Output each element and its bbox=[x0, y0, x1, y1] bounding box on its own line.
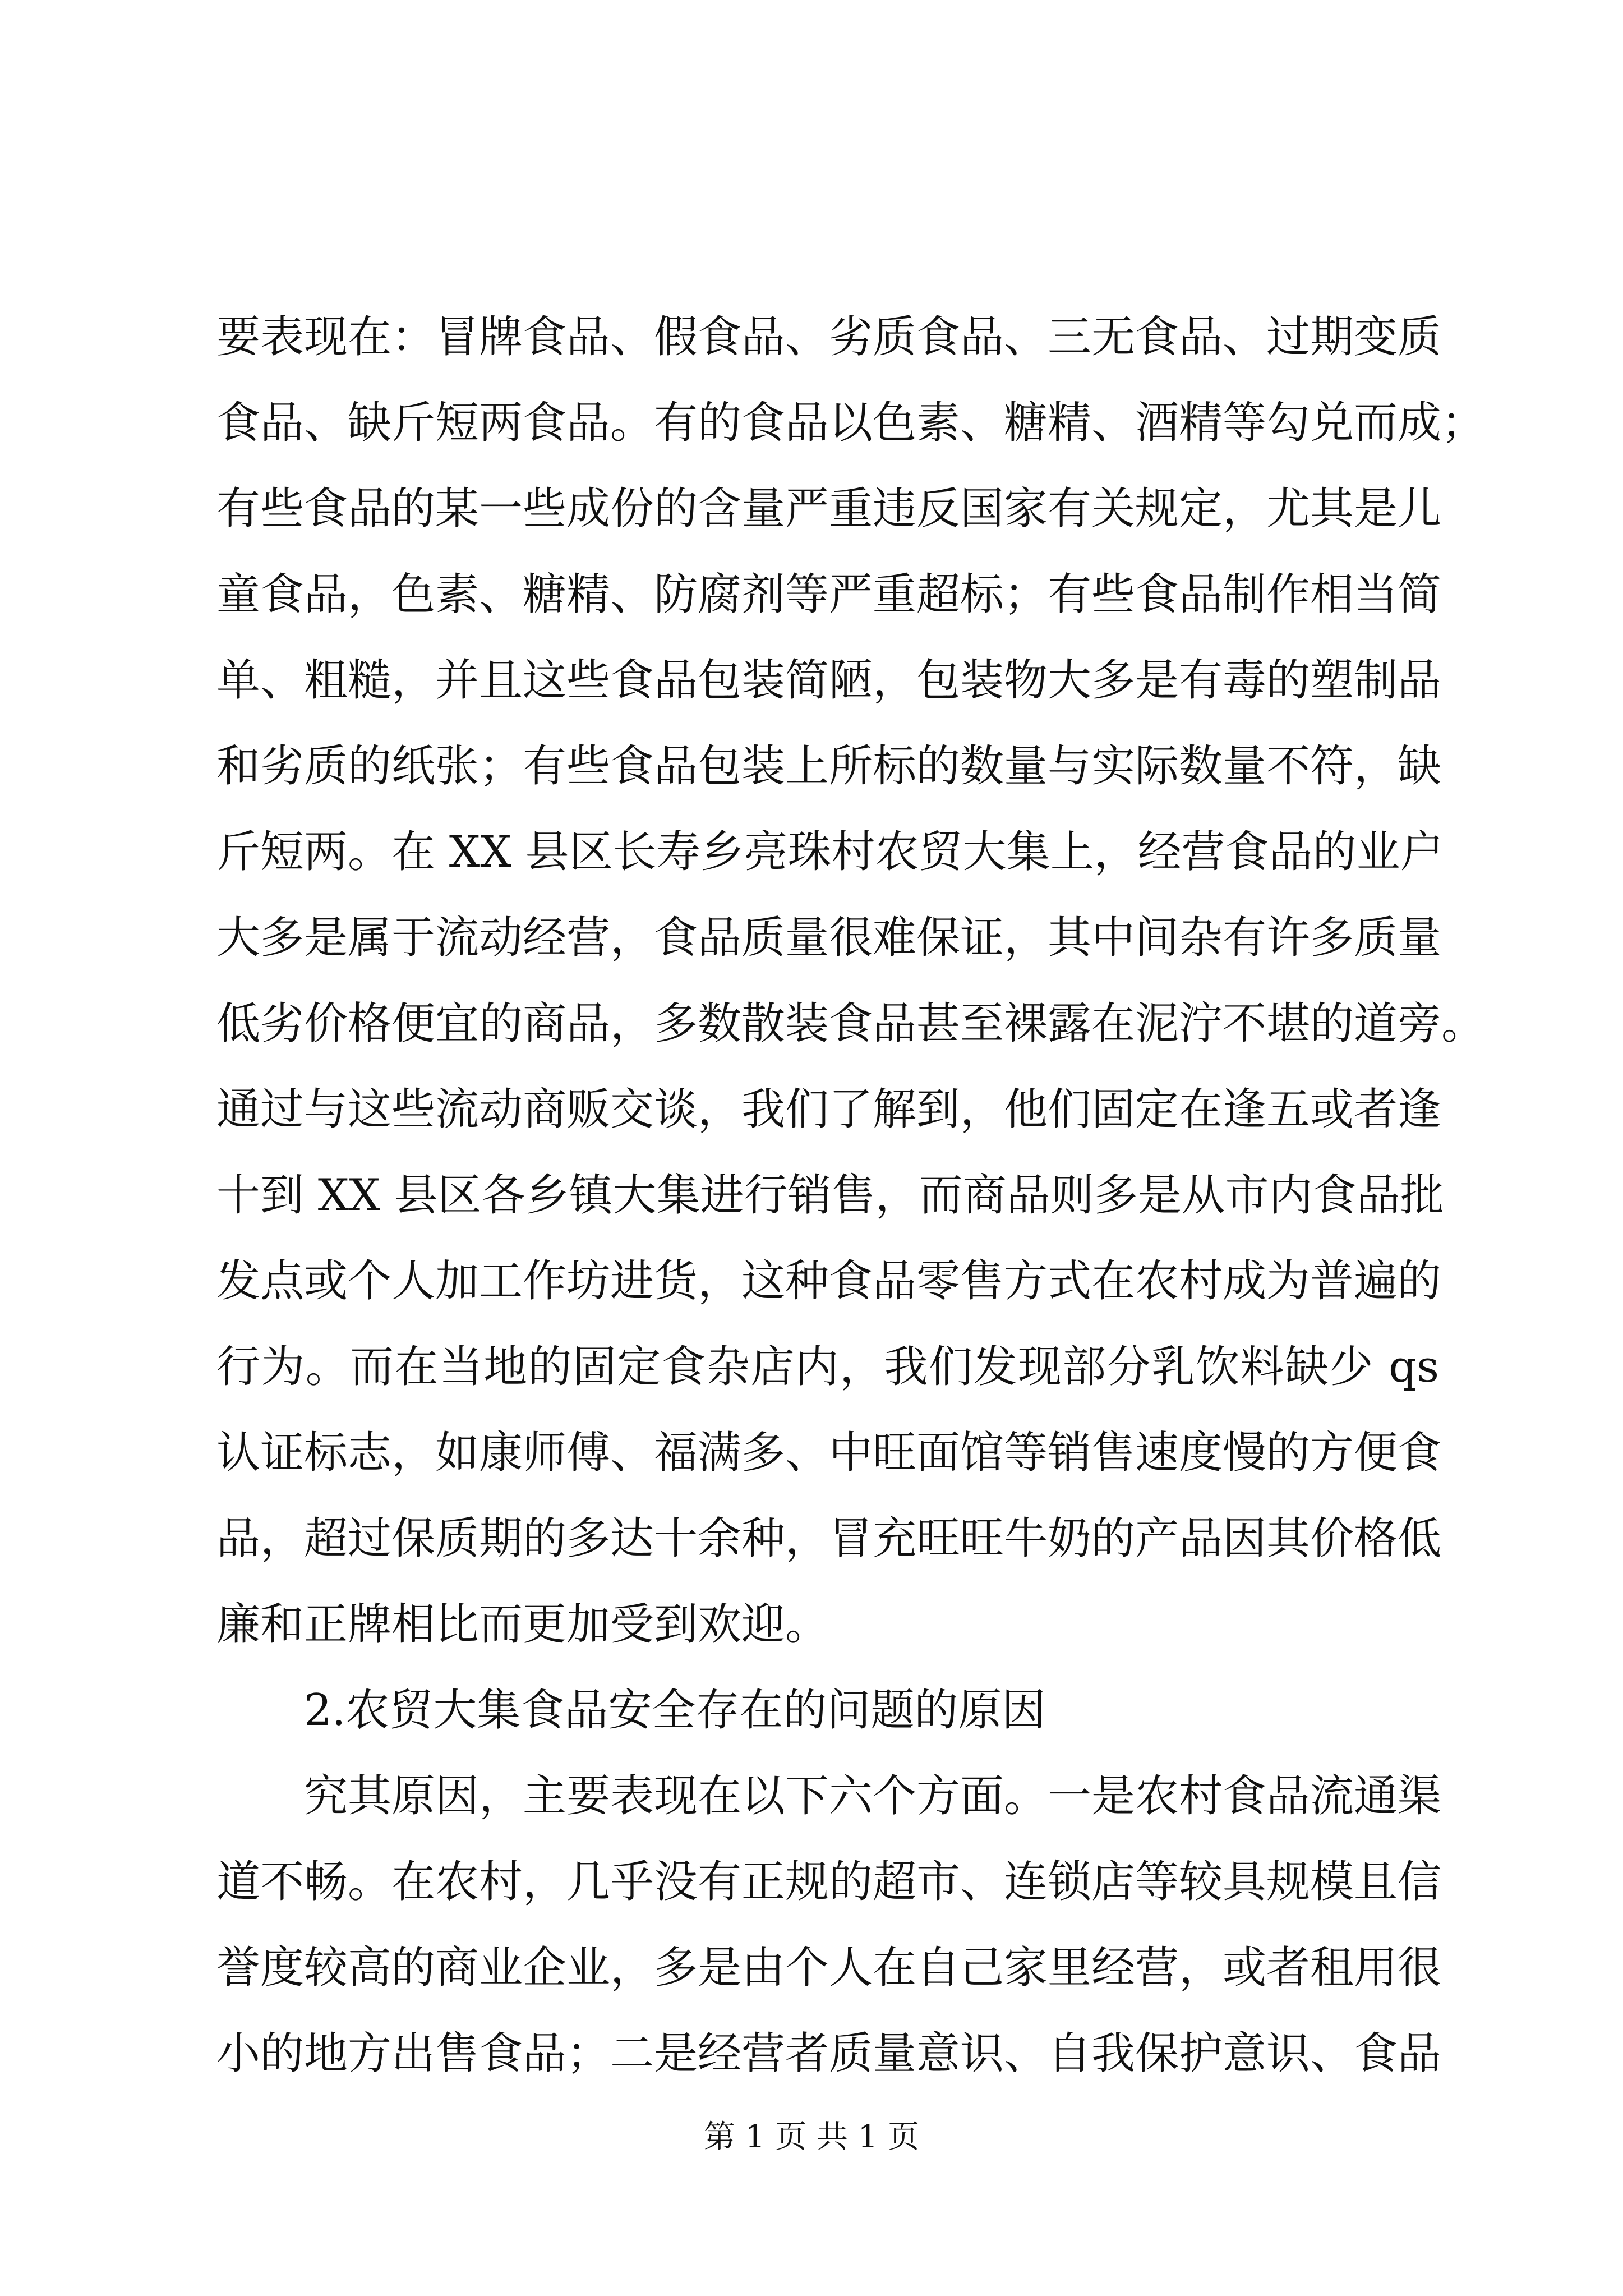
text-line: 认证标志，如康师傅、福满多、中旺面馆等销售速度慢的方便食 bbox=[216, 1428, 1442, 1478]
text-line: 单、粗糙，并且这些食品包装简陋，包装物大多是有毒的塑制品 bbox=[216, 655, 1442, 706]
text-line: 和劣质的纸张；有些食品包装上所标的数量与实际数量不符，缺 bbox=[216, 741, 1442, 792]
text-line: 品，超过保质期的多达十余种，冒充旺旺牛奶的产品因其价格低 bbox=[216, 1513, 1442, 1564]
text-line: 究其原因，主要表现在以下六个方面。一是农村食品流通渠 bbox=[304, 1771, 1442, 1821]
text-line: 低劣价格便宜的商品，多数散装食品甚至裸露在泥泞不堪的道旁。 bbox=[216, 999, 1486, 1049]
text-line: 发点或个人加工作坊进货，这种食品零售方式在农村成为普遍的 bbox=[216, 1256, 1442, 1306]
text-line: 小的地方出售食品；二是经营者质量意识、自我保护意识、食品 bbox=[216, 2028, 1442, 2079]
text-line: 通过与这些流动商贩交谈，我们了解到，他们固定在逢五或者逢 bbox=[216, 1084, 1442, 1135]
text-line: 行为。而在当地的固定食杂店内，我们发现部分乳饮料缺少 qs bbox=[216, 1342, 1439, 1392]
text-line: 誉度较高的商业企业，多是由个人在自己家里经营，或者租用很 bbox=[216, 1943, 1442, 1993]
text-line: 有些食品的某一些成份的含量严重违反国家有关规定，尤其是儿 bbox=[216, 484, 1442, 534]
body-text bbox=[216, 295, 1486, 2097]
text-line: 要表现在：冒牌食品、假食品、劣质食品、三无食品、过期变质 bbox=[216, 312, 1442, 362]
text-line: 道不畅。在农村，几乎没有正规的超市、连锁店等较具规模且信 bbox=[216, 1857, 1442, 1907]
text-line: 大多是属于流动经营，食品质量很难保证，其中间杂有许多质量 bbox=[216, 913, 1442, 963]
page-footer: 第 1 页 共 1 页 bbox=[703, 2119, 920, 2155]
text-line: 斤短两。在 XX 县区长寿乡亮珠村农贸大集上，经营食品的业户 bbox=[216, 827, 1444, 877]
text-line: 童食品，色素、糖精、防腐剂等严重超标；有些食品制作相当简 bbox=[216, 569, 1442, 620]
text-line: 廉和正牌相比而更加受到欢迎。 bbox=[216, 1599, 829, 1650]
section-heading: 2.农贸大集食品安全存在的问题的原因 bbox=[304, 1685, 1046, 1736]
text-line: 十到 XX 县区各乡镇大集进行销售，而商品则多是从市内食品批 bbox=[216, 1170, 1444, 1221]
text-line: 食品、缺斤短两食品。有的食品以色素、糖精、酒精等勾兑而成； bbox=[216, 398, 1486, 448]
